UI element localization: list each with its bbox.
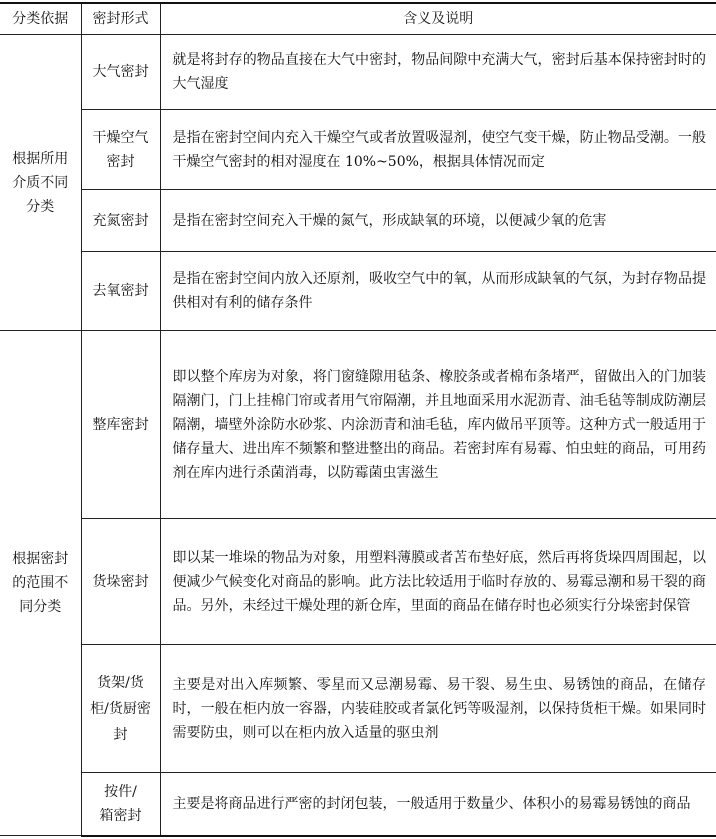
table-header-row — [0, 3, 716, 35]
category-label: 根据所用介质不同分类 — [12, 150, 69, 215]
category-label: 根据密封的范围不同分类 — [12, 551, 69, 615]
type-cell: 货垛密封 — [81, 519, 160, 645]
table-row — [0, 252, 716, 331]
header-description: 含义及说明 — [160, 3, 716, 35]
description-cell: 就是将封存的物品直接在大气中密封，物品间隙中充满大气，密封后基本保持密封时的大气湿度 — [160, 35, 716, 110]
description-cell: 即以某一堆垛的物品为对象，用塑料薄膜或者苫布垫好底，然后再将货垛四周围起，以便减少气候变化对商品的影响。此方法比较适用于临时存放的、易霉忌潮和易干裂的商品。另外，未经过干燥处理的新仓库，里面的商品在储存时也必须实行分垛密封保管 — [160, 519, 716, 645]
description-cell: 即以整个库房为对象，将门窗缝隙用毡条、橡胶条或者棉布条堵严，留做出入的门加装隔潮门，门上挂棉门帘或者用气帘隔潮，并且地面采用水泥沥青、油毛毡等制成防潮层隔潮，墙壁外涂防水砂浆、内涂沥青和油毛毡，库内做吊平顶等。这种方式一般适用于储存量大、进出库不频繁和整进整出的商品。若密封库有易霉、怕虫蛀的商品，可用药剂在库内进行杀菌消毒，以防霉菌虫害滋生 — [160, 331, 716, 519]
table-row — [0, 110, 716, 190]
type-cell: 去氧密封 — [81, 252, 160, 331]
header-form: 密封形式 — [81, 3, 160, 35]
description-cell: 主要是对出入库频繁、零星而又忌潮易霉、易干裂、易生虫、易锈蚀的商品，在储存时，一般在柜内放一容器，内装硅胶或者氯化钙等吸湿剂，以保持货柜干燥。如果同时需要防虫，则可以在柜内放入适量的驱虫剂 — [160, 645, 716, 773]
type-label: 货架/货柜/货厨密封 — [90, 674, 151, 743]
table-row — [0, 331, 716, 519]
category-cell-scope — [0, 331, 81, 836]
table-row — [0, 773, 716, 836]
type-cell — [81, 645, 160, 773]
table-row — [0, 519, 716, 645]
type-label: 干燥空气密封 — [92, 129, 149, 170]
type-cell — [81, 110, 160, 190]
table-row — [0, 190, 716, 252]
type-cell — [81, 773, 160, 836]
table-row — [0, 645, 716, 773]
type-cell: 整库密封 — [81, 331, 160, 519]
type-label: 按件/箱密封 — [99, 783, 142, 824]
header-basis: 分类依据 — [0, 3, 81, 35]
type-cell: 充氮密封 — [81, 190, 160, 252]
table-row — [0, 35, 716, 110]
description-cell: 是指在密封空间内充入干燥空气或者放置吸湿剂，使空气变干燥，防止物品受潮。一般干燥空气密封的相对湿度在 10%~50%，根据具体情况而定 — [160, 110, 716, 190]
description-cell: 是指在密封空间内放入还原剂，吸收空气中的氧，从而形成缺氧的气氛，为封存物品提供相对有利的储存条件 — [160, 252, 716, 331]
description-cell: 是指在密封空间充入干燥的氮气，形成缺氧的环境，以便减少氧的危害 — [160, 190, 716, 252]
type-cell: 大气密封 — [81, 35, 160, 110]
category-cell-medium — [0, 35, 81, 331]
description-cell: 主要是将商品进行严密的封闭包装，一般适用于数量少、体积小的易霉易锈蚀的商品 — [160, 773, 716, 836]
sealing-methods-table — [0, 2, 716, 837]
